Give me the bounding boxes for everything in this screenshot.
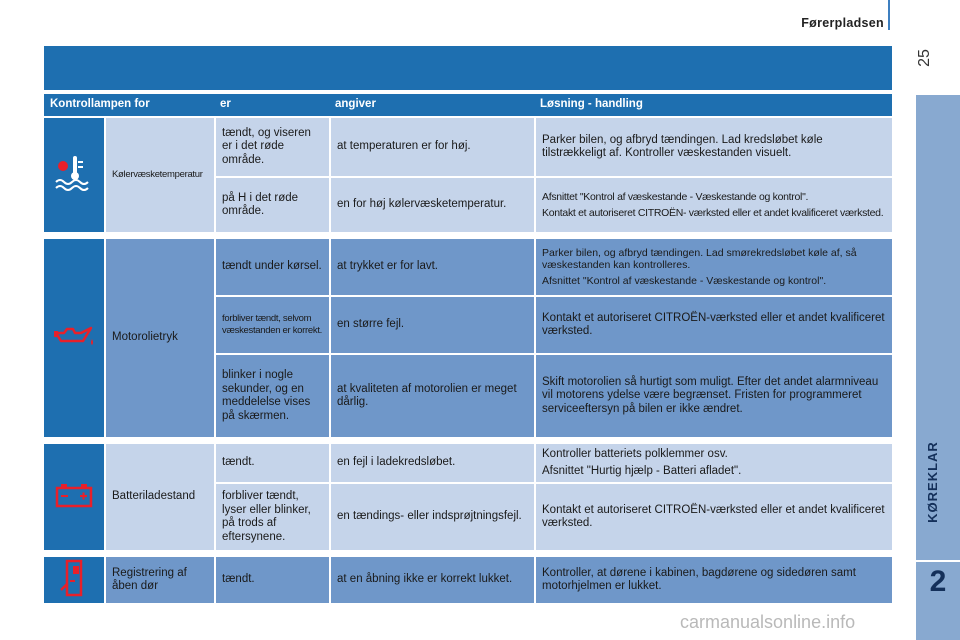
lamp-state: tændt under kørsel.: [214, 239, 329, 295]
column-header-solution: Løsning - handling: [534, 94, 892, 116]
lamp-state: tændt, og viseren er i det røde område.: [214, 118, 329, 176]
lamp-name: Registrering af åben dør: [104, 557, 214, 603]
lamp-state: forbliver tændt, lyser eller blinker, på trods af eftersynene.: [214, 484, 329, 550]
lamp-name: Kølervæsketemperatur: [104, 118, 214, 232]
lamp-state: tændt.: [214, 557, 329, 603]
lamp-icon-cell: [44, 444, 104, 550]
lamp-meaning: en større fejl.: [329, 297, 534, 353]
column-header-state: er: [214, 94, 329, 116]
battery-icon: [54, 482, 94, 508]
side-tab-divider: [916, 560, 960, 562]
lamp-meaning: en for høj kølervæsketemperatur.: [329, 178, 534, 232]
column-header-meaning: angiver: [329, 94, 534, 116]
lamp-meaning: en tændings- eller indsprøjtningsfejl.: [329, 484, 534, 550]
header-rule: [888, 0, 890, 30]
lamp-meaning: at temperaturen er for høj.: [329, 118, 534, 176]
lamp-solution: Kontroller batteriets polklemmer osv. Afsnittet "Hurtig hjælp - Batteri afladet".: [534, 444, 892, 482]
lamp-solution: Kontroller, at dørene i kabinen, bagdørene og sidedøren samt motorhjelmen er lukket.: [534, 557, 892, 603]
warning-lamp-table: [44, 92, 892, 605]
door-open-icon: [59, 558, 89, 598]
lamp-solution: Parker bilen, og afbryd tændingen. Lad smørekredsløbet køle af, så væskestanden kan kontrolleres. Afsnittet "Kontrol af væskestande - Væskestande og kontrol".: [534, 239, 892, 295]
lamp-meaning: at kvaliteten af motorolien er meget dårlig.: [329, 355, 534, 437]
page-number: 25: [916, 49, 933, 67]
column-header-lamp: Kontrollampen for: [44, 94, 214, 116]
lamp-meaning: at en åbning ikke er korrekt lukket.: [329, 557, 534, 603]
lamp-state: tændt.: [214, 444, 329, 482]
chapter-side-tab: [916, 95, 960, 640]
oil-pressure-icon: [52, 323, 96, 349]
lamp-icon-cell: [44, 557, 104, 603]
table-header-row: [44, 94, 892, 116]
coolant-temperature-icon: [54, 154, 94, 192]
table-row: [44, 118, 892, 176]
chapter-number: 2: [929, 565, 947, 598]
page-section-title: Førerpladsen: [801, 16, 884, 30]
lamp-state: på H i det røde område.: [214, 178, 329, 232]
watermark: carmanualsonline.info: [680, 612, 856, 632]
lamp-state: forbliver tændt, selvom væskestanden er korrekt.: [214, 297, 329, 353]
lamp-solution: Skift motorolien så hurtigt som muligt. Efter det andet alarmniveau vil motorens ydelse være begrænset. Fristen for programmeret serviceeftersyn på bilen er ikke ændret.: [534, 355, 892, 437]
lamp-name: Batteriladestand: [104, 444, 214, 550]
lamp-solution: Parker bilen, og afbryd tændingen. Lad kredsløbet køle tilstrækkeligt af. Kontroller væskestanden visuelt.: [534, 118, 892, 176]
lamp-solution: Afsnittet "Kontrol af væskestande - Væskestande og kontrol". Kontakt et autoriseret CITROËN- værksted eller et andet kvalificeret værksted.: [534, 178, 892, 232]
lamp-meaning: at trykket er for lavt.: [329, 239, 534, 295]
lamp-state: blinker i nogle sekunder, og en meddelelse vises på skærmen.: [214, 355, 329, 437]
lamp-solution: Kontakt et autoriseret CITROËN-værksted eller et andet kvalificeret værksted.: [534, 484, 892, 550]
table-row: [44, 444, 892, 482]
lamp-solution: Kontakt et autoriseret CITROËN-værksted eller et andet kvalificeret værksted.: [534, 297, 892, 353]
table-row: [44, 557, 892, 603]
lamp-name: Motorolietryk: [104, 239, 214, 437]
lamp-meaning: en fejl i ladekredsløbet.: [329, 444, 534, 482]
table-row: [44, 239, 892, 295]
lamp-icon-cell: [44, 118, 104, 232]
lamp-icon-cell: [44, 239, 104, 437]
title-band: [44, 46, 892, 90]
chapter-label: KØREKLAR: [925, 441, 940, 523]
